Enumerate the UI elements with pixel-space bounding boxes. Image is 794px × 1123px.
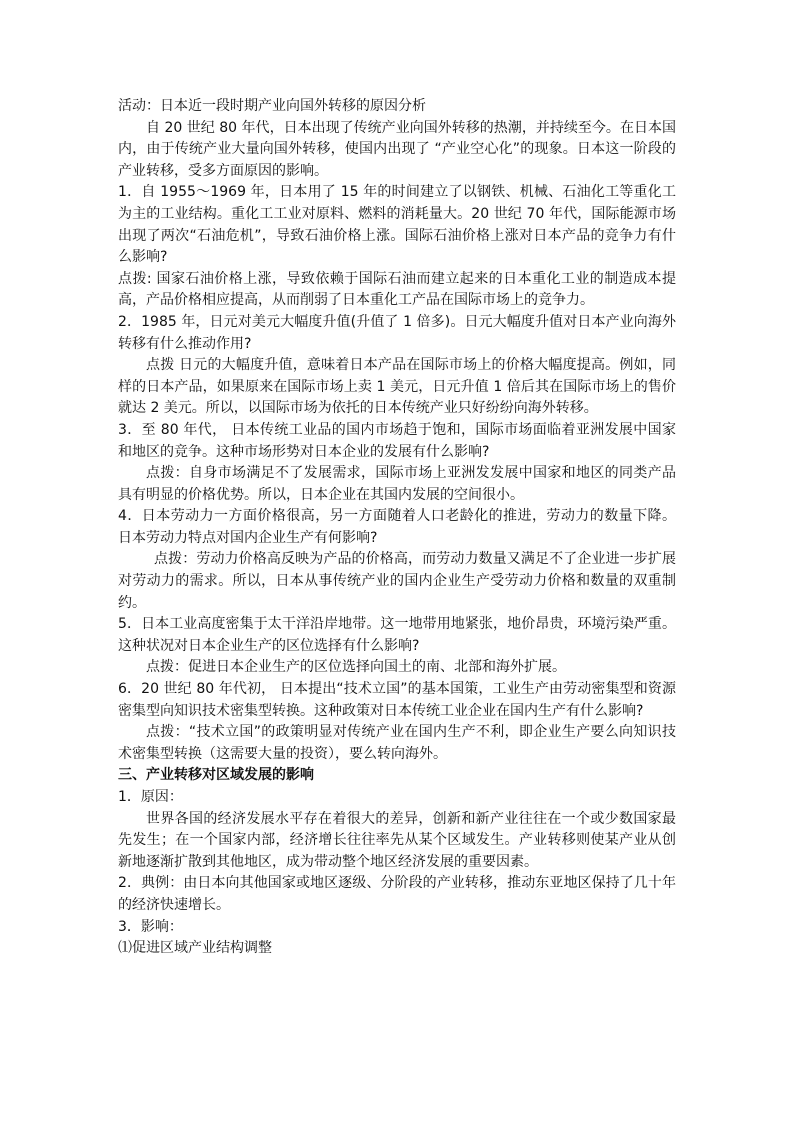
question-1: 1．自 1955～1969 年，日本用了 15 年的时间建立了以钢铁、机械、石油化工等重化工为主的工业结构。重化工工业对原料、燃料的消耗量大。20 世纪 70 年代，国际能源市场出现了两次“石油危机”，导致石油价格上涨。国际石油价格上涨对日本产品的竞争力有什么影响? — [118, 184, 676, 266]
answer-3: 点拨：自身市场满足不了发展需求，国际市场上亚洲发发展中国家和地区的同类产品具有明显的价格优势。所以，日本企业在其国内发展的空间很小。 — [118, 465, 676, 503]
question-3: 3．至 80 年代， 日本传统工业品的国内市场趋于饱和，国际市场面临着亚洲发展中国家和地区的竞争。这种市场形势对日本企业的发展有什么影响? — [118, 421, 676, 460]
answer-4: 点拨：劳动力价格高反映为产品的价格高，而劳动力数量又满足不了企业进一步扩展对劳动力的需求。所以，日本从事传统产业的国内企业生产受劳动力价格和数量的双重制约。 — [118, 551, 676, 611]
question-6: 6．20 世纪 80 年代初， 日本提出“技术立国”的基本国策，工业生产由劳动密集型和资源密集型向知识技术密集型转换。这种政策对日本传统工业企业在国内生产有什么影响? — [118, 681, 676, 719]
answer-2: 点拨 日元的大幅度升值，意味着日本产品在国际市场上的价格大幅度提高。例如，同样的日本产品，如果原来在国际市场上卖 1 美元，日元升值 1 倍后其在国际市场上的售价就达 2 美元。所以，以国际市场为依托的日本传统产业只好纷纷向海外转移。 — [118, 357, 676, 417]
answer-5: 点拨：促进日本企业生产的区位选择向国土的南、北部和海外扩展。 — [146, 659, 566, 676]
section-3-heading: 三、产业转移对区域发展的影响 — [118, 767, 314, 784]
activity-title: 活动：日本近一段时期产业向国外转移的原因分析 — [118, 98, 426, 114]
question-2: 2．1985 年，日元对美元大幅度升值(升值了 1 倍多)。日元大幅度升值对日本产业向海外转移有什么推动作用? — [118, 313, 676, 352]
section-3-impact-label: 3．影响： — [118, 918, 183, 935]
intro-paragraph: 自 20 世纪 80 年代，日本出现了传统产业向国外转移的热潮，并持续至今。在日本国内，由于传统产业大量向国外转移，使国内出现了 “产业空心化”的现象。日本这一阶段的产业转移，受多方面原因的影响。 — [118, 119, 676, 179]
answer-6: 点拨：“技术立国”的政策明显对传统产业在国内生产不利，即企业生产要么向知识技术密集型转换（这需要大量的投资），要么转向海外。 — [118, 724, 676, 762]
question-4: 4．日本劳动力一方面价格很高，另一方面随着人口老龄化的推进，劳动力的数量下降。 日本劳动力特点对国内企业生产有何影响? — [118, 508, 676, 546]
answer-1: 点拨: 国家石油价格上涨，导致依赖于国际石油而建立起来的日本重化工业的制造成本提高，产品价格相应提高，从而削弱了日本重化工产品在国际市场上的竞争力。 — [118, 270, 676, 309]
section-3-impact-item-1: ⑴促进区域产业结构调整 — [118, 940, 272, 957]
document-body — [118, 96, 676, 960]
section-3-reason-text: 世界各国的经济发展水平存在着很大的差异，创新和新产业往往在一个或少数国家最先发生；在一个国家内部，经济增长往往率先从某个区域发生。产业转移则使某产业从创新地逐渐扩散到其他地区，成为带动整个地区经济发展的重要因素。 — [118, 810, 676, 870]
section-3-reason-label: 1．原因： — [118, 789, 183, 805]
question-5: 5．日本工业高度密集于太干洋沿岸地带。这一地带用地紧张，地价昂贵，环境污染严重。这种状况对日本企业生产的区位选择有什么影响? — [118, 616, 676, 654]
section-3-example: 2．典例：由日本向其他国家或地区逐级、分阶段的产业转移，推动东亚地区保持了几十年的经济快速增长。 — [118, 875, 676, 913]
